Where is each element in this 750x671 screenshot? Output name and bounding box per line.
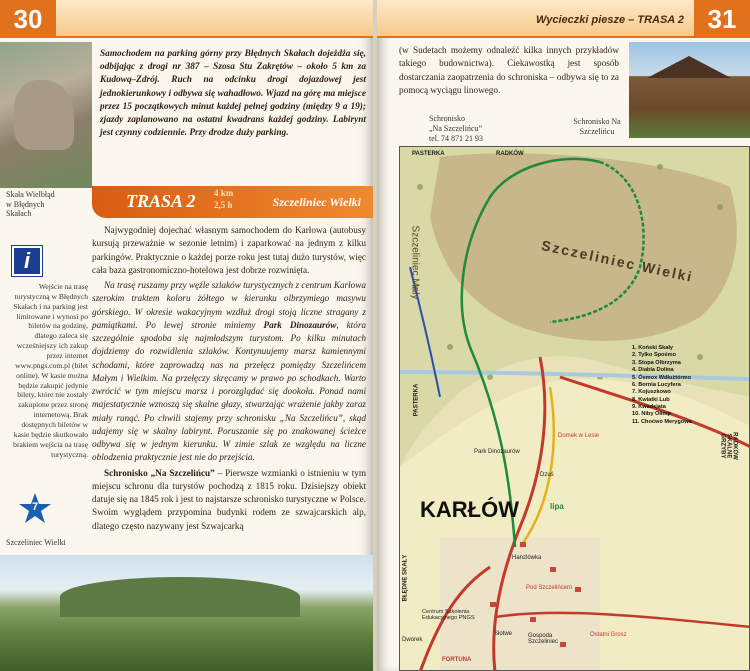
map-label-dzus: Dzuś [540,472,554,478]
map-label-lipa: lipa [550,502,564,511]
paragraph-3-text: – Pierwsze wzmianki o istnieniu w tym miejscu schronu dla turystów pochodzą z 1815 roku. Dzisiejszy obiekt datuje się na 1845 rok i jest to najstarsze schronisko turystyczne w Polsce. Swoim wyglądem przypomina budynki rodem ze szwajcarskich alp, dlatego często nazywany jest Szwajcarką [92,467,367,531]
legend-item: 3. Stopa Olbrzyma [632,359,681,366]
caption-shelter-photo: Schronisko Na Szczelińcu [573,117,621,136]
paragraph-2 [92,279,366,465]
page-number-left: 30 [0,0,56,38]
legend-item: 10. Niby Olimp [632,411,671,418]
map-label-bledne-skaly: BŁĘDNE SKAŁY [402,554,409,602]
map-label-park-dinozaurow: Park Dinozaurów [474,449,520,455]
route-distance: 4 km [214,188,234,198]
caption-camel-rock: Skała Wielbłąd w Błędnych Skałach [6,190,55,219]
map-label-radkow-side: RADKÓW SKALNE GRZYBY [719,432,738,460]
photo-shelter [629,42,750,138]
header-title-right: Wycieczki piesze – TRASA 2 [536,14,684,26]
map-label-szczeliniec-wielki: Szczeliniec Wielki [540,237,695,285]
body-text-right: (w Sudetach możemy odnaleźć kilka innych przykładów takiego budownictwa). Ciekawostką jest sposób dostarczania zaopatrzenia do schroniska – odbywa się to za pomocą wyciągu linowego. [399,45,619,96]
route-time: 2,5 h [214,199,233,210]
map-label-gospoda-szczeliniec: Gospoda Szczeliniec [528,633,559,645]
map-label-dworek: Dworek [402,637,423,643]
star-marker [18,492,52,526]
paragraph-3 [92,467,366,533]
legend-item: 11. Choćwo Merygowa [632,418,692,425]
legend-item: 9. Kwadsjata [632,404,666,410]
map-label-hanzlowka: Hanzlówka [512,555,542,561]
map-label-pod-szczelincem: Pod Szczelińcem [526,585,573,591]
legend-item: 5. Ósmox Wdłużtórmo [632,374,692,381]
map-label-szczeliniec-maly: Szczeliniec Mały [409,225,421,300]
map-graphic [400,147,750,671]
legend-item: 1. Koński Skały [632,345,674,351]
route-banner [92,186,373,218]
map-label-pasterka-top: PASTERKA [412,151,445,157]
paragraph-2-part-b: , która szczególnie spodoba się najmłodszym turystom. Po kilku minutach dojdziemy do rozwidlenia szlaków. Kontynuujemy marsz kamiennymi schodami, które zaprowadzą nas na przełęcz pomiędzy Szczelińcem Małym i Wielkim. Na przełęczy skręcamy w prawo po schodkach. Warto zwrócić w tym miejscu marsz i porozglądać się dookoła. Ponad nami majestatycznie wznoszą się skalne głazy, stwarzając wrażenie jakby zaraz miały runąć. Po chwili stajemy przy schronisku „Na Szczelińcu”, skąd udajemy się w skalny labirynt. Poruszanie się po znakowanej ścieżce odbywa się w jednym kierunku. W zimie szlak ze względu na liczne oblodzenia praktycznie jest nie do przejścia. [92,319,367,463]
intro-paragraph: Samochodem na parking górny przy Błędnych Skałach dojeżdża się, odbijając z drogi nr 387 – Szosa Stu Zakrętów – około 5 km za Kudową–Zdrój. Ruch na odcinku drogi dojazdowej jest jednokierunkowy i odbywa się wahadłowo. Wjazd na górę ma miejsce przez 15 początkowych minut każdej pełnej godziny (między 9 a 19); zjazdy zaplanowano na ostatni kwadrans każdej godziny. Labirynt jest czynny codziennie. Przy drodze duży parking. [100,49,366,139]
legend-item: 8. Kwiatki Lub [632,396,670,403]
caption-shelter-contact: Schronisko „Na Szczelińcu” tel. 74 871 21 93 [429,114,483,143]
photo-szczeliniec-hill [0,555,373,671]
route-name: TRASA 2 [126,191,196,211]
photo-camel-rock [0,42,92,188]
park-dinozaurow-bold: Park Dinozaurów [263,319,337,330]
side-info-text: Wejście na trasę turystyczną w Błędnych Skałach i na parking jest limitowane i wynosi po biletów na godzinę, dlatego zaleca się wcześniejszy ich zakup przez internet www.pngs.com.pl (bilet online). W kasie można będzie zakupić jedynie bilety, które nie zostały zakupione przez stronę internetową. Brak dostępnych biletów w kasie będzie skutkowało brakiem wejścia na trasę turystyczną. [13,282,88,459]
star-number: 7 [31,501,39,513]
header-band-left [56,0,373,38]
schronisko-bold: Schronisko „Na Szczelińcu” [104,467,215,478]
trail-map [399,146,750,671]
paragraph-1: Najwygodniej dojechać własnym samochodem do Karłowa (autobusy kursują przeważnie w sezonie letnim) i zaparkować na jednym z kilku parkingów. Praktycznie o każdej porze roku jest tutaj dużo turystów, więc cała baza gastronomiczno-hotelowa jest dobrze rozwinięta. [92,225,366,275]
legend-item: 6. Bornia Lucyfera [632,381,681,388]
map-label-radkow-top: RADKÓW [496,151,524,157]
map-legend [632,345,692,426]
map-label-ostatni-grosz: Ostatni Grosz [590,632,627,638]
page-number-right: 31 [694,0,750,38]
route-destination: Szczeliniec Wielki [272,195,361,209]
map-label-slotwe: Słotwe [494,631,513,637]
map-label-fortuna: FORTUNA [442,657,472,663]
map-label-pasterka-side: PASTERKA [413,383,420,417]
info-icon: i [12,246,42,276]
paragraph-2-part-a: Na trasę ruszamy przy węźle szlaków turystycznych z centrum Karłowa szerokim traktem koloru żółtego w kierunku olbrzymiego masywu górskiego. W okresie wakacyjnym wzdłuż drogi stoją liczne straganу z pamiątkami. Po lewej stronie miniemy [92,280,366,330]
map-label-centrum-szkolenia: Centrum Szkolenia Edukacyjnego PNGS [422,609,475,621]
map-label-domek-w-lesie: Domek w Lesie [558,433,600,439]
legend-item: 7. Kojuszkowo [632,389,671,396]
caption-star: Szczeliniec Wielki [6,538,66,547]
legend-item: 4. Diabla Dolina [632,367,674,374]
map-label-karlow: KARŁÓW [420,497,519,522]
route-distance-time [214,188,233,211]
legend-item: 2. Tylko Spośmo [632,352,677,359]
page-right [377,0,750,671]
page-left [0,0,373,671]
body-text-left [92,224,366,535]
